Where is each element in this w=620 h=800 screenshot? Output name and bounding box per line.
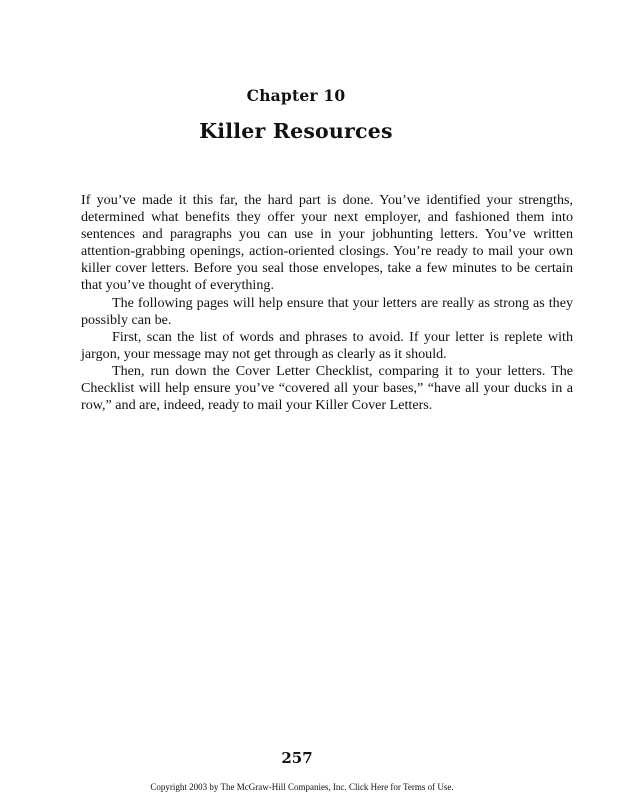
body-text bbox=[81, 192, 573, 414]
copyright-text: Copyright 2003 by The McGraw-Hill Companies, Inc. bbox=[150, 782, 349, 792]
paragraph-1: If you’ve made it this far, the hard part is done. You’ve identified your strengths, determined what benefits they offer your next employer, and fashioned them into sentences and paragraphs you can use in your jobhunting letters. You’ve written attention-grabbing openings, action-oriented closings. You’re ready to mail your own killer cover letters. Before you seal those envelopes, take a few minutes to be certain that you’ve thought of everything. bbox=[81, 192, 573, 294]
terms-of-use-link[interactable]: Click Here for Terms of Use. bbox=[348, 782, 454, 792]
copyright-footer bbox=[0, 782, 604, 792]
chapter-label: Chapter 10 bbox=[246, 86, 346, 105]
page-number: 257 bbox=[281, 749, 313, 767]
paragraph-2: The following pages will help ensure that your letters are really as strong as they possibly can be. bbox=[81, 294, 573, 328]
chapter-title: Killer Resources bbox=[199, 119, 393, 143]
paragraph-3: First, scan the list of words and phrases to avoid. If your letter is replete with jargon, your message may not get through as clearly as it should. bbox=[81, 328, 573, 362]
paragraph-4: Then, run down the Cover Letter Checklist, comparing it to your letters. The Checklist will help ensure you’ve “covered all your bases,” “have all your ducks in a row,” and are, indeed, ready to mail your Killer Cover Letters. bbox=[81, 362, 573, 414]
